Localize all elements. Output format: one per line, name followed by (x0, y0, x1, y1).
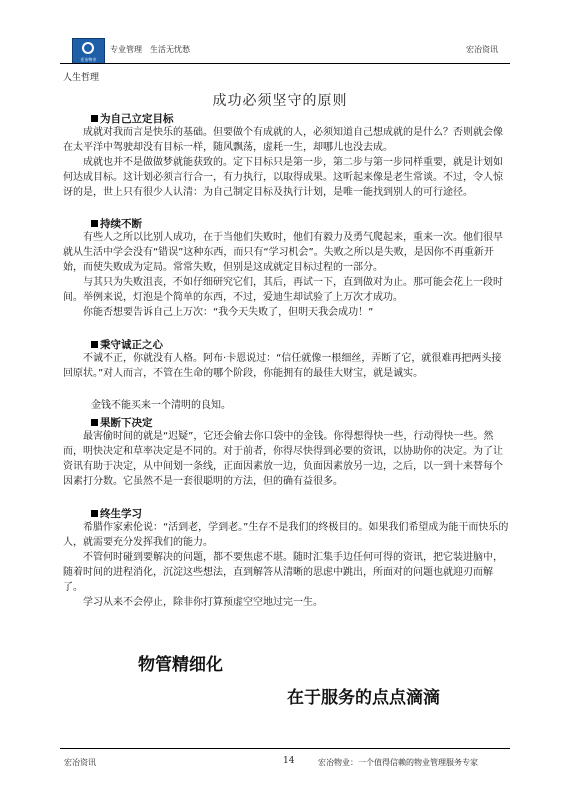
paragraph: 与其只为失败沮丧，不如仔细研究它们，其后，再试一下，直到做对为止。那可能会花上一段时间。举例来说，灯泡是个简单的东西，不过，爱迪生却试验了上万次才成功。 (63, 277, 503, 303)
company-logo (72, 38, 105, 64)
section-heading-text: 终生学习 (100, 508, 142, 520)
section-heading (91, 111, 174, 126)
section-heading-text: 秉守诚正之心 (100, 339, 163, 351)
paragraph: 你能否想要告诉自己上万次：“我今天失败了，但明天我会成功！” (83, 307, 374, 318)
section-body (63, 351, 511, 381)
footer-rule (60, 748, 510, 749)
standalone-line: 金钱不能买来一个清明的良知。 (91, 400, 231, 411)
paragraph: 成就对我而言是快乐的基础。但要做个有成就的人，必须知道自己想成就的是什么？否则就会像在太平洋中驾驶却没有目标一样，随风飘荡，虚耗一生，却哪儿也没去成。 (63, 127, 503, 153)
square-bullet-icon (91, 115, 98, 122)
paragraph: 不管何时碰到要解决的问题，都不要焦虑不堪。随时汇集手边任何可得的资讯，把它装进脑中，随着时间的进程消化，沉淀这些想法，直到解答从清晰的思虑中跳出，所面对的问题也就迎刃而解了。 (63, 552, 503, 593)
slogan-primary: 物管精细化 (138, 655, 223, 675)
section-heading-text: 果断下决定 (100, 417, 153, 429)
section-heading (91, 216, 142, 231)
section-heading-text: 持续不断 (100, 218, 142, 230)
section-body (63, 125, 511, 200)
square-bullet-icon (91, 341, 98, 348)
section-heading (91, 415, 153, 430)
page-number: 14 (283, 756, 295, 766)
footer-slogan: 宏冶物业：一个值得信赖的物业管理服务专家 (318, 758, 478, 767)
paragraph: 不诚不正，你就没有人格。阿布·卡恩说过：“信任就像一根细丝，弄断了它，就很难再把两头接回原状。”对人而言，不管在生命的哪个阶段，你能拥有的最佳大财宝，就是诚实。 (63, 353, 502, 379)
section-body (63, 429, 511, 489)
section-heading (91, 506, 142, 521)
section-label: 人生哲理 (63, 73, 100, 83)
header-tagline: 专业管理 生活无忧愁 (110, 45, 190, 54)
paragraph: 有些人之所以比别人成功，在于当他们失败时，他们有毅力及勇气爬起来，重来一次。他们很早就从生活中学会没有“错误”这种东西，而只有“学习机会”。失败之所以是失败，是因你不再重新开始，而使失败成为定局。常常失败，但别是这成就定目标过程的一部分。 (63, 232, 503, 273)
square-bullet-icon (91, 220, 98, 227)
logo-emblem-icon (82, 42, 94, 54)
logo-text: 宏冶物业 (80, 57, 97, 62)
section-body (63, 230, 511, 320)
square-bullet-icon (91, 419, 98, 426)
section-body (63, 520, 511, 610)
section-heading (91, 337, 163, 352)
section-heading-text: 为自己立定目标 (100, 113, 174, 125)
footer-company: 宏冶资讯 (64, 758, 96, 767)
slogan-secondary: 在于服务的点点滴滴 (287, 688, 440, 708)
paragraph: 希腊作家索伦说：“活到老，学到老。”生存不是我们的终极目的。如果我们希望成为能干而快乐的人，就需要充分发挥我们的能力。 (63, 522, 509, 548)
paragraph: 最害偷时间的就是“迟疑”，它还会偷去你口袋中的金钱。你得想得快一些，行动得快一些。然而，明快决定和草率决定是不同的。对于前者，你得尽快得到必要的资讯，以协助你的决定。为了让资讯有助于决定，从中间划一条线，正面因素放一边，负面因素放另一边，之后，以一到十来替每个因素打分数。它虽然不是一套很聪明的方法，但的确有益很多。 (63, 431, 503, 487)
page-title: 成功必须坚守的原则 (212, 93, 348, 109)
paragraph: 成就也并不是做做梦就能获致的。定下目标只是第一步，第二步与第一步同样重要，就是计划如何达成目标。这计划必须言行合一，有力执行，以取得成果。这听起来像是老生常谈。不过，令人惊讶的是，世上只有很少人认清：为自己制定目标及执行计划，是唯一能找到别人的可行途径。 (63, 157, 503, 198)
square-bullet-icon (91, 510, 98, 517)
paragraph: 学习从来不会停止，除非你打算预虚空空地过完一生。 (83, 597, 323, 608)
header-rule (60, 63, 510, 64)
header-company: 宏冶资讯 (466, 45, 498, 54)
